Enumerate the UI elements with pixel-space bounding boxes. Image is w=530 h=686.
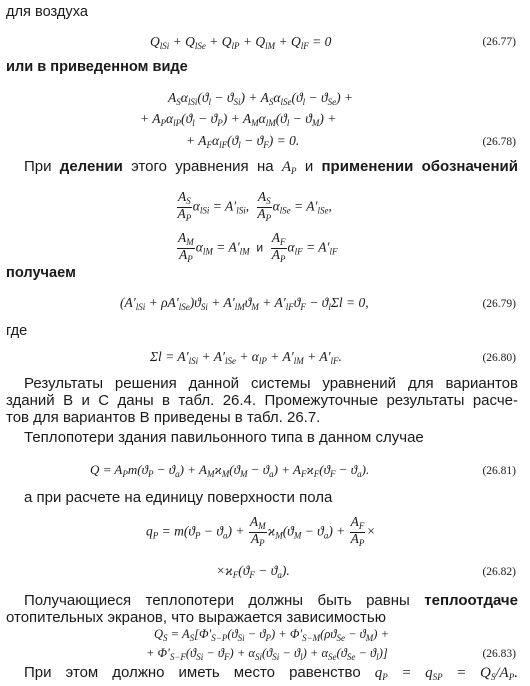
equation-26-78-line-2: + $A_P\alpha_{lP}(ϑ_l - ϑ_P) + A_M\alpha_{lM}(ϑ_l - ϑ_M)$ + (140, 111, 337, 128)
results-line-3: тов для вариантов B приведены в табл. 26.7. (6, 409, 321, 426)
air-label: для воздуха (6, 4, 88, 20)
results-line-1: Результаты решения данной системы уравнений для вариантов (24, 375, 518, 392)
final-line: При этом должно иметь место равенство $q_P = q_{SP} = Q_S/A_P$. (24, 664, 518, 682)
where-label: где (6, 323, 28, 339)
equation-number-26-78: (26.78) (482, 136, 516, 148)
definitions-line-2: $\frac{A_M}{A_P}$ $\alpha_{lM} = A'_{lM}$ и $\frac{A_F}{A_P}$ $\alpha_{lF} = A'_{lF}$ (178, 230, 338, 264)
equation-26-78-line-1: $A_S\alpha_{lSi}(ϑ_l - ϑ_{Si}) + A_S\alpha_{lSe}(ϑ_l - ϑ_{Se})$ + (168, 90, 354, 107)
results-line-2: зданий B и C даны в табл. 26.4. Промежуточные результаты расче- (6, 392, 518, 409)
definitions-line-1: $\frac{A_S}{A_P}$ $\alpha_{lSi} = A'_{lSi}$, $\frac{A_S}{A_P}$ $\alpha_{lSe} = A'_{lSe}$, (177, 189, 332, 223)
reduced-form-label: или в приведенном виде (6, 59, 188, 75)
equation-number-26-81: (26.81) (482, 465, 516, 477)
heatloss-line: Теплопотери здания павильонного типа в данном случае (24, 429, 424, 446)
equation-26-83-line-2: + $\Phi'_{S-F}(ϑ_{Si} - ϑ_F) + \alpha_{Si}(ϑ_{Si} - ϑ_l) + \alpha_{Se}(ϑ_{Se} - ϑ_l)$] (146, 646, 388, 662)
equation-26-78-line-3: + $A_F\alpha_{lF}(ϑ_l - ϑ_F) = 0$. (186, 133, 300, 150)
equation-26-79: $(A'_{lSi} + \rho A'_{lSe})ϑ_{Si} + A'_{lM}ϑ_M + A'_{lF}ϑ_F - ϑ_l\Sigma l = 0$, (120, 295, 369, 312)
equation-26-77: $Q_{lSi} + Q_{lSe} + Q_{lP} + Q_{lM} + Q_{lF} = 0$ (150, 34, 332, 51)
equation-number-26-80: (26.80) (482, 352, 516, 364)
resulting-line-2: отопительных экранов, что выражается зависимостью (6, 609, 386, 626)
equation-number-26-82: (26.82) (482, 566, 516, 578)
equation-26-80: $\Sigma l = A'_{lSi} + A'_{lSe} + \alpha_{lP} + A'_{lM} + A'_{lF}$. (150, 349, 342, 366)
equation-26-81: $Q = A_Pm(ϑ_P - ϑ_a) + A_Mϰ_M(ϑ_M - ϑ_a) + A_Fϰ_F(ϑ_F - ϑ_a)$. (90, 462, 370, 479)
we-get-label: получаем (6, 265, 76, 281)
per-floor-line: а при расчете на единицу поверхности пола (24, 489, 333, 506)
equation-number-26-79: (26.79) (482, 298, 516, 310)
equation-number-26-83: (26.83) (482, 648, 516, 660)
equation-26-82-line-2: $\times ϰ_F(ϑ_F - ϑ_a)$. (216, 563, 290, 580)
equation-26-83-line-1: $Q_S = A_S[\Phi'_{S-P}(ϑ_{Si} - ϑ_P) + \Phi'_{S-M}(\rho ϑ_{Se} - ϑ_M)$ + (154, 627, 390, 643)
division-paragraph: При делении этого уравнения на $A_P$ и применении обозначений (24, 158, 519, 176)
resulting-line-1: Получающиеся теплопотери должны быть равны теплоотдаче (24, 592, 518, 609)
equation-number-26-77: (26.77) (482, 36, 516, 48)
equation-26-82-line-1: $q_P = m(ϑ_P - ϑ_a)$ + $\frac{A_M}{A_P}$ $ϰ_M(ϑ_M - ϑ_a)$ + $\frac{A_F}{A_P}$ × (146, 514, 376, 548)
